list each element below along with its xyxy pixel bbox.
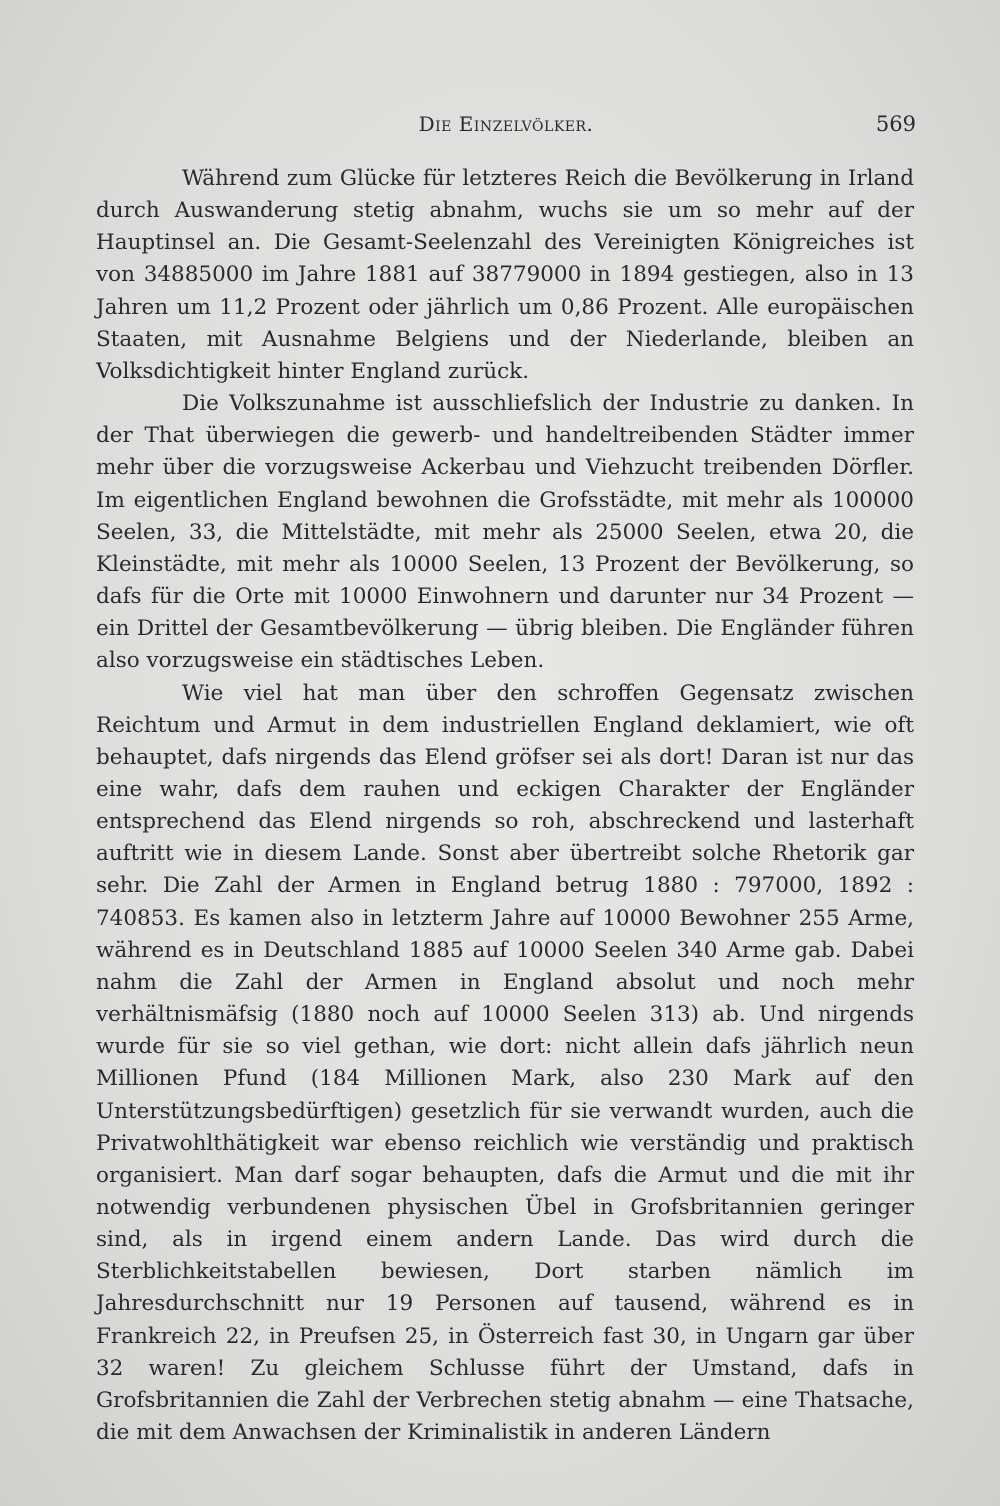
paragraph: Wie viel hat man über den schroffen Gegensatz zwischen Reichtum und Armut in dem industriellen England deklamiert, wie oft behauptet, dafs nirgends das Elend gröfser sei als dort! Daran ist nur das eine wahr, dafs dem rauhen und eckigen Charakter der Engländer entsprechend das Elend nirgends so roh, abschreckend und lasterhaft auftritt wie in diesem Lande. Sonst aber übertreibt solche Rhetorik gar sehr. Die Zahl der Armen in England betrug 1880 : 797000, 1892 : 740853. Es kamen also in letzterm Jahre auf 10000 Bewohner 255 Arme, während es in Deutschland 1885 auf 10000 Seelen 340 Arme gab. Dabei nahm die Zahl der Armen in England absolut und noch mehr verhältnismäfsig (1880 noch auf 10000 Seelen 313) ab. Und nirgends wurde für sie so viel gethan, wie dort: nicht allein dafs jährlich neun Millionen Pfund (184 Millionen Mark, also 230 Mark auf den Unterstützungsbedürftigen) gesetzlich für sie verwandt wurden, auch die Privatwohlthätigkeit war ebenso reichlich wie verständig und praktisch organisiert. Man darf sogar behaupten, dafs die Armut und die mit ihr notwendig verbundenen physischen Übel in Grofsbritannien geringer sind, als in irgend einem andern Lande. Das wird durch die Sterblichkeitstabellen bewiesen, Dort starben nämlich im Jahresdurchschnitt nur 19 Personen auf tausend, während es in Frankreich 22, in Preufsen 25, in Österreich fast 30, in Ungarn gar über 32 waren! Zu gleichem Schlusse führt der Umstand, dafs in Grofsbritannien die Zahl der Verbrechen stetig abnahm — eine Thatsache, die mit dem Anwachsen der Kriminalistik in anderen Ländern [96,680,914,1446]
paragraph: Während zum Glücke für letzteres Reich die Bevölkerung in Irland durch Auswanderung stetig abnahm, wuchs sie um so mehr auf der Hauptinsel an. Die Gesamt-Seelenzahl des Vereinigten Königreiches ist von 34885000 im Jahre 1881 auf 38779000 in 1894 gestiegen, also in 13 Jahren um 11,2 Prozent oder jährlich um 0,86 Prozent. Alle europäischen Staaten, mit Ausnahme Belgiens und der Niederlande, bleiben an Volksdichtigkeit hinter England zurück. [96,166,914,384]
page-header [96,112,916,142]
paragraph: Die Volkszunahme ist ausschliefslich der Industrie zu danken. In der That überwiegen die gewerb- und handeltreibenden Städter immer mehr über die vorzugsweise Ackerbau und Viehzucht treibenden Dörfler. Im eigentlichen England bewohnen die Grofsstädte, mit mehr als 100000 Seelen, 33, die Mittelstädte, mit mehr als 25000 Seelen, etwa 20, die Kleinstädte, mit mehr als 10000 Seelen, 13 Prozent der Bevölkerung, so dafs für die Orte mit 10000 Einwohnern und darunter nur 34 Prozent — ein Drittel der Gesamtbevölkerung — übrig bleiben. Die Engländer führen also vorzugsweise ein städtisches Leben. [96,391,914,674]
body-text [96,163,914,1449]
page-number: 569 [875,112,916,136]
running-title: Die Einzelvölker. [418,112,594,136]
